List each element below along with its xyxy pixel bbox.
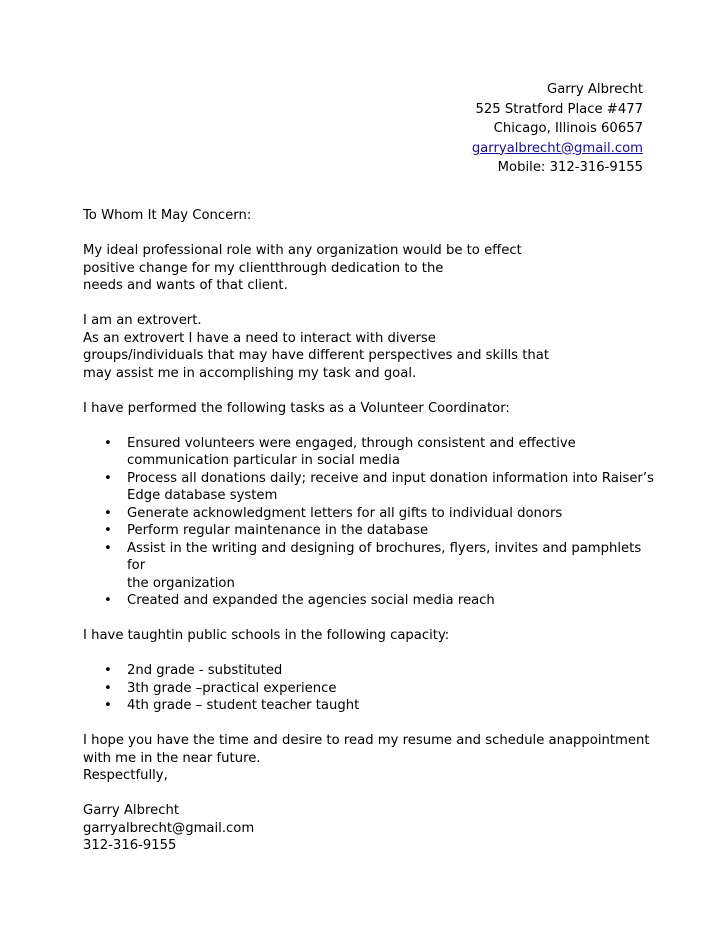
extrovert-line: groups/individuals that may have different perspectives and skills that xyxy=(83,348,549,363)
bullet-icon: • xyxy=(104,540,112,556)
task-line: Generate acknowledgment letters for all gifts to individual donors xyxy=(127,505,563,521)
sender-name: Garry Albrecht xyxy=(547,82,643,97)
closing-line: with me in the near future. xyxy=(83,750,261,766)
sender-street: 525 Stratford Place #477 xyxy=(475,101,643,117)
bullet-icon: • xyxy=(104,505,112,521)
task-line: Edge database system xyxy=(127,488,278,503)
signature-block xyxy=(83,802,663,855)
teaching-line: 3th grade –practical experience xyxy=(127,680,337,696)
letter-body xyxy=(83,207,663,855)
list-item xyxy=(83,697,663,715)
list-item xyxy=(83,680,663,698)
list-item xyxy=(83,505,663,523)
list-item xyxy=(83,592,663,610)
task-line: Created and expanded the agencies social media reach xyxy=(127,593,495,608)
bullet-icon: • xyxy=(104,593,112,608)
teaching-line: 2nd grade - substituted xyxy=(127,663,283,678)
bullet-icon: • xyxy=(104,435,112,451)
sender-block xyxy=(472,80,643,178)
sender-city: Chicago, Illinois 60657 xyxy=(493,121,643,136)
list-item xyxy=(83,540,663,593)
volunteer-task-list xyxy=(83,435,663,610)
extrovert-paragraph xyxy=(83,312,663,382)
list-item xyxy=(83,522,663,540)
bullet-icon: • xyxy=(104,663,112,678)
closing-line: I hope you have the time and desire to read my resume and schedule anappointment xyxy=(83,733,650,748)
extrovert-line: As an extrovert I have a need to interact with diverse xyxy=(83,330,436,346)
sender-email-link[interactable]: garryalbrecht@gmail.com xyxy=(471,140,643,156)
intro-line: positive change for my clientthrough dedication to the xyxy=(83,260,444,276)
signature-phone: 312-316-9155 xyxy=(83,838,177,853)
signature-name: Garry Albrecht xyxy=(83,803,179,818)
task-line: communication particular in social media xyxy=(127,453,400,468)
teaching-list xyxy=(83,662,663,715)
list-item xyxy=(83,470,663,505)
task-line: the organization xyxy=(127,575,235,591)
intro-line: My ideal professional role with any organization would be to effect xyxy=(83,243,522,258)
signature-email: garryalbrecht@gmail.com xyxy=(83,820,255,836)
closing-line: Respectfully, xyxy=(83,768,168,783)
closing-paragraph xyxy=(83,732,663,785)
bullet-icon: • xyxy=(104,470,112,486)
intro-paragraph xyxy=(83,242,663,295)
list-item xyxy=(83,662,663,680)
task-line: Perform regular maintenance in the database xyxy=(127,523,429,538)
bullet-icon: • xyxy=(104,680,112,696)
bullet-icon: • xyxy=(104,698,112,713)
extrovert-line: I am an extrovert. xyxy=(83,313,202,328)
bullet-icon: • xyxy=(104,523,112,538)
task-line: Assist in the writing and designing of brochures, flyers, invites and pamphlets for xyxy=(127,540,642,573)
salutation: To Whom It May Concern: xyxy=(83,208,252,223)
list-item xyxy=(83,435,663,470)
task-line: Ensured volunteers were engaged, through consistent and effective xyxy=(127,435,576,451)
task-line: Process all donations daily; receive and input donation information into Raiser’s xyxy=(127,470,654,486)
sender-mobile: Mobile: 312-316-9155 xyxy=(497,160,643,175)
volunteer-heading: I have performed the following tasks as a Volunteer Coordinator: xyxy=(83,400,510,416)
intro-line: needs and wants of that client. xyxy=(83,278,288,293)
teaching-heading: I have taughtin public schools in the following capacity: xyxy=(83,628,450,643)
teaching-line: 4th grade – student teacher taught xyxy=(127,698,360,713)
extrovert-line: may assist me in accomplishing my task and goal. xyxy=(83,365,417,381)
